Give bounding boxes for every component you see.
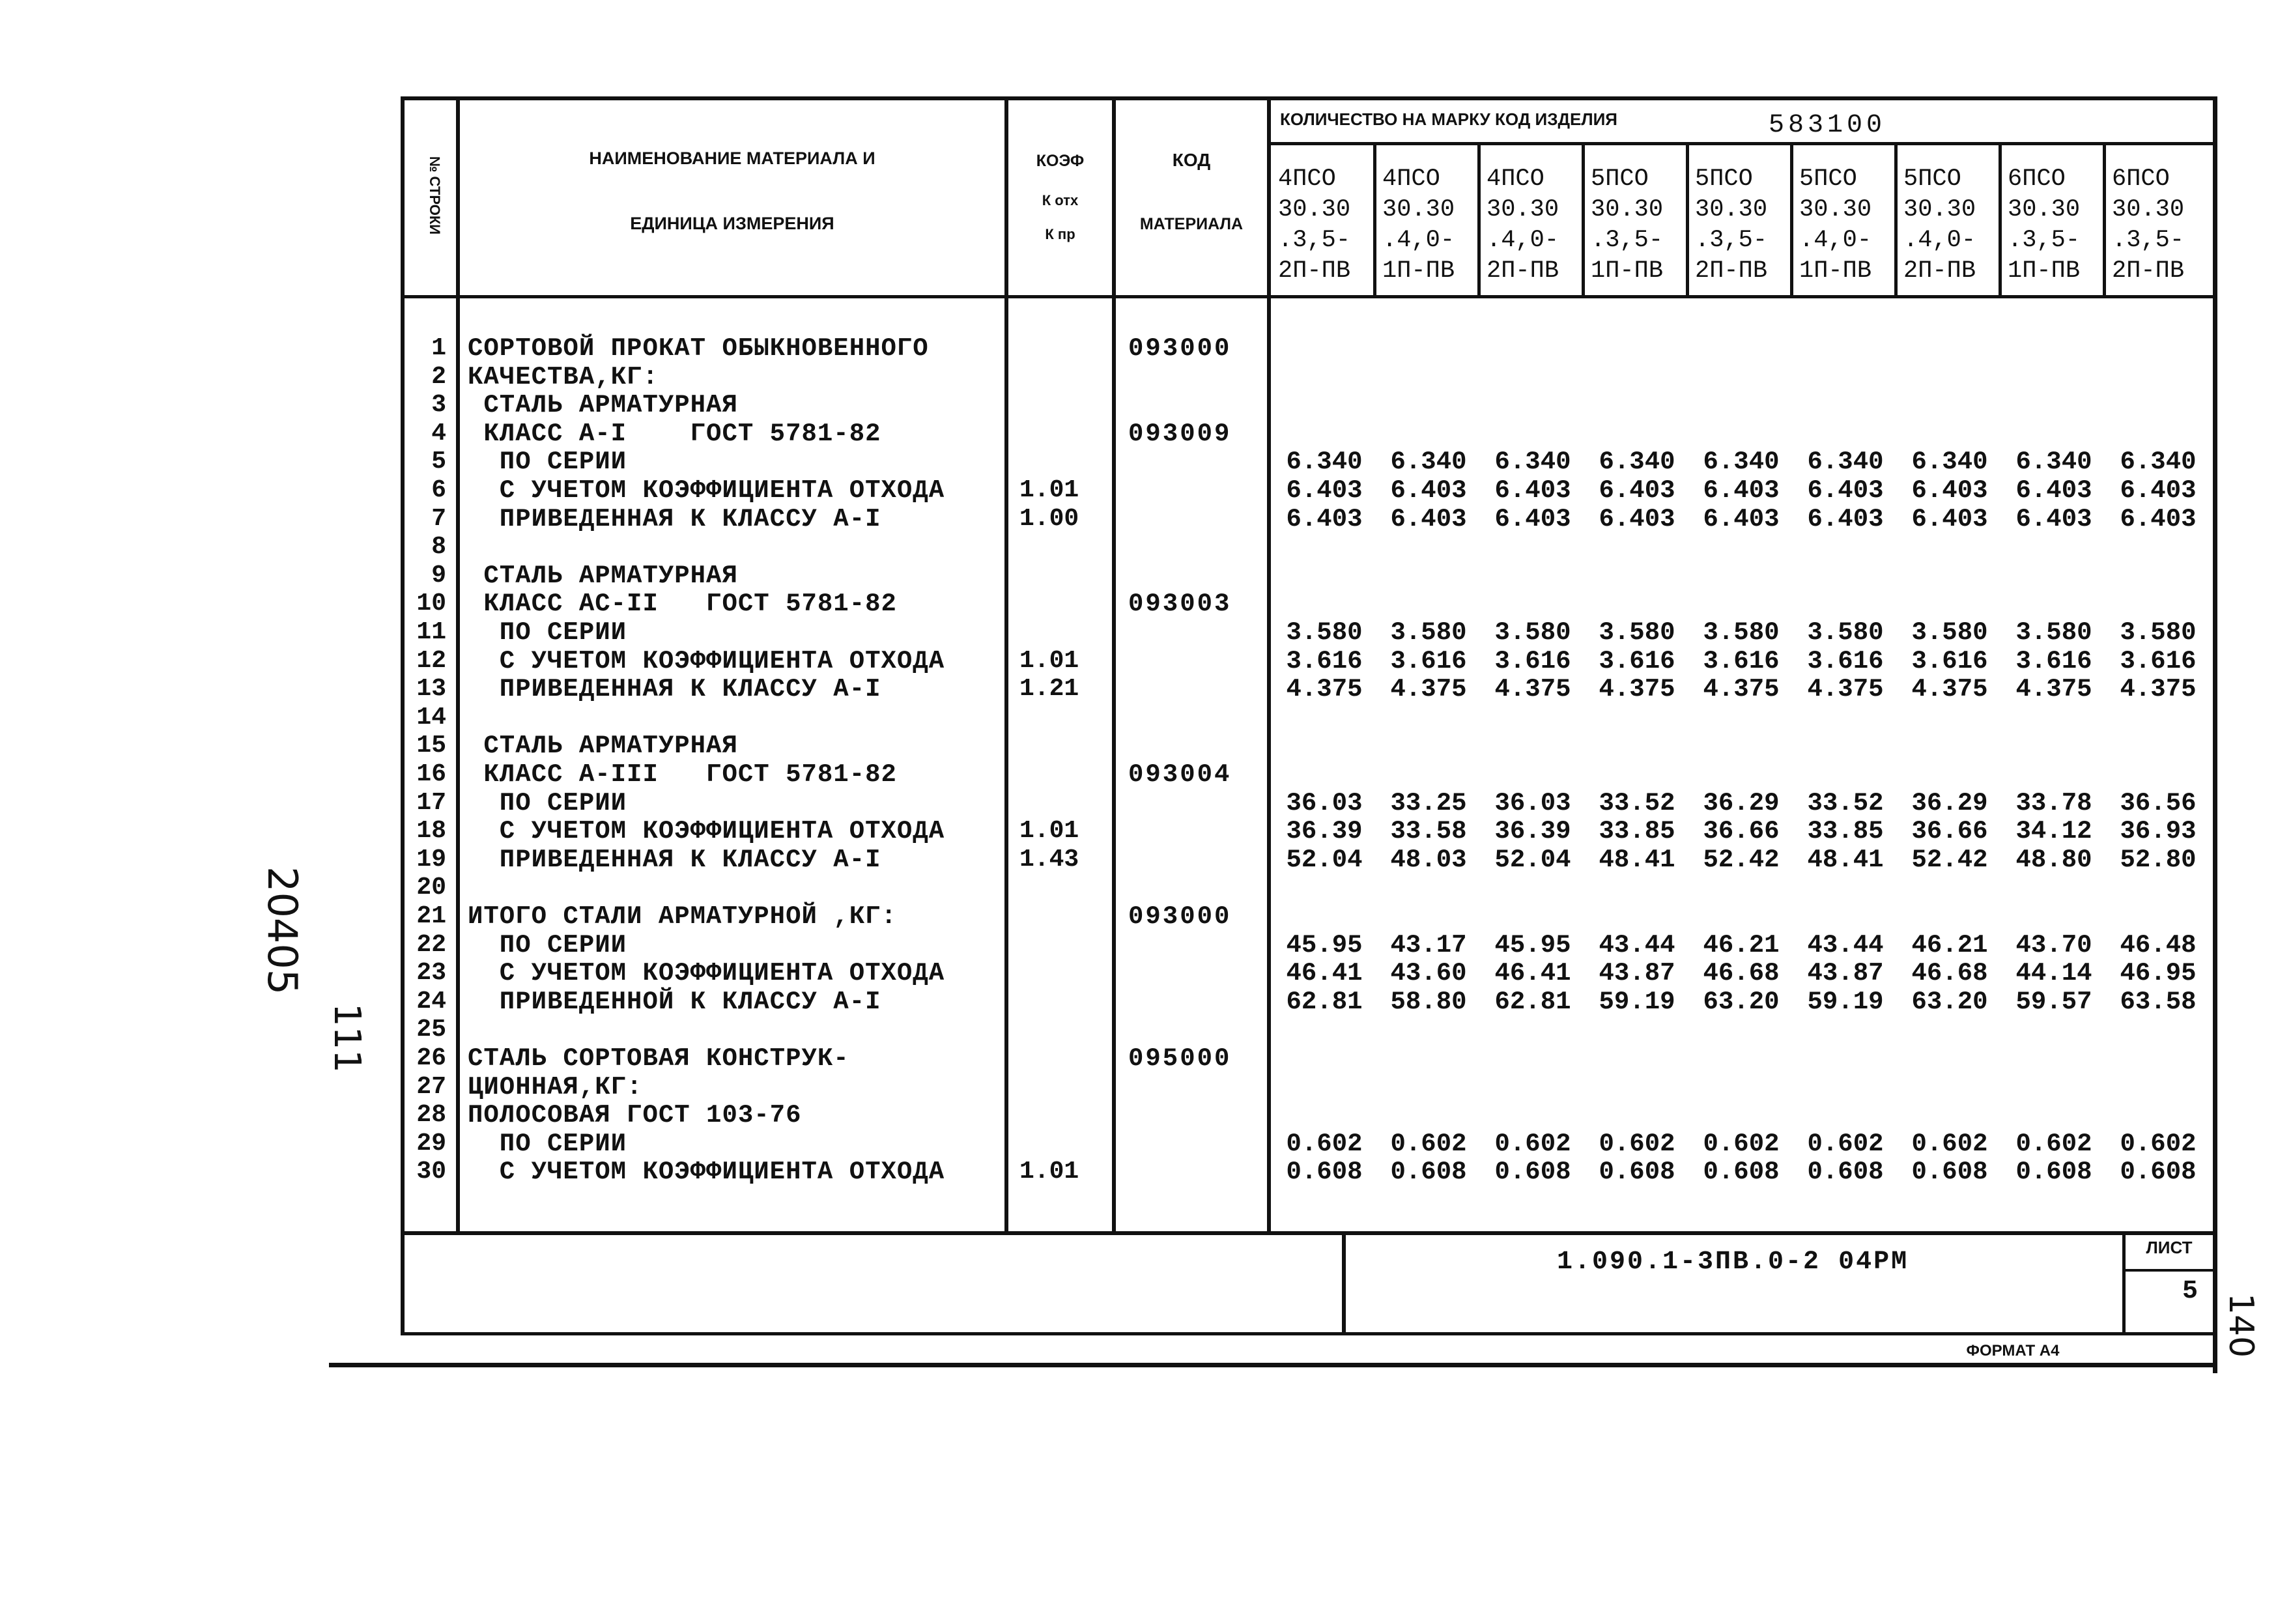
row-value: 0.608 [1390,1158,1467,1186]
column-header: 4ПСО 30.30 .4,0- 1П-ПВ [1382,165,1455,285]
row-value: 3.580 [1390,618,1467,647]
page-mark: 140 [2221,1293,2260,1358]
row-value: 4.375 [1494,675,1571,704]
row-value: 0.602 [1703,1130,1780,1158]
row-value: 3.616 [1807,647,1884,676]
row-name: ПРИВЕДЕННОЙ К КЛАССУ А-I [468,988,881,1016]
row-value: 52.80 [2120,846,2197,874]
row-number: 26 [416,1044,446,1072]
row-number: 13 [416,675,446,703]
row-value: 0.608 [1807,1158,1884,1186]
row-value: 33.52 [1807,789,1884,818]
row-name: КЛАСС А-I ГОСТ 5781-82 [468,420,881,448]
row-value: 0.602 [1911,1130,1988,1158]
sep-coef [1112,96,1116,1233]
row-value: 36.66 [1911,817,1988,846]
row-value: 44.14 [2015,959,2092,988]
row-value: 3.580 [2015,618,2092,647]
row-name: СТАЛЬ АРМАТУРНАЯ [468,732,738,760]
body-bottom-line [403,1231,2215,1235]
row-number: 7 [431,505,446,533]
row-value: 6.340 [1807,448,1884,476]
row-value: 3.580 [1494,618,1571,647]
row-material-code: 093000 [1128,334,1232,363]
row-value: 3.580 [1599,618,1675,647]
row-value: 6.340 [1599,448,1675,476]
row-value: 6.403 [1286,505,1363,534]
row-value: 46.41 [1494,959,1571,988]
row-value: 3.580 [1807,618,1884,647]
row-material-code: 093003 [1128,590,1232,618]
row-material-code: 093004 [1128,760,1232,789]
row-value: 6.340 [2120,448,2197,476]
row-value: 6.403 [1807,476,1884,505]
row-coefficient: 1.21 [1019,675,1079,703]
row-coefficient: 1.01 [1019,647,1079,675]
row-number: 27 [416,1073,446,1101]
row-coefficient: 1.01 [1019,817,1079,845]
row-name: ЦИОННАЯ,КГ: [468,1073,643,1102]
row-name: С УЧЕТОМ КОЭФФИЦИЕНТА ОТХОДА [468,647,945,676]
sheet-box-mid [2122,1269,2215,1272]
quantity-header: КОЛИЧЕСТВО НА МАРКУ КОД ИЗДЕЛИЯ [1280,109,1617,129]
row-value: 3.616 [1494,647,1571,676]
quantity-header-line [1269,142,2215,145]
row-value: 4.375 [1286,675,1363,704]
row-value: 6.403 [1390,505,1467,534]
row-value: 3.616 [2015,647,2092,676]
row-value: 48.03 [1390,846,1467,874]
column-header: 6ПСО 30.30 .3,5- 1П-ПВ [2008,165,2081,285]
row-number: 24 [416,988,446,1016]
row-value: 0.602 [1494,1130,1571,1158]
row-value: 59.57 [2015,988,2092,1016]
frame-right [2213,96,2217,1373]
row-number: 10 [416,590,446,618]
row-value: 6.403 [2120,505,2197,534]
row-value: 3.616 [1911,647,1988,676]
row-value: 6.340 [1703,448,1780,476]
row-value: 6.403 [1286,476,1363,505]
row-name: ПО СЕРИИ [468,1130,627,1158]
row-coefficient: 1.01 [1019,476,1079,504]
row-value: 34.12 [2015,817,2092,846]
row-value: 52.42 [1911,846,1988,874]
row-value: 43.17 [1390,931,1467,960]
row-value: 0.602 [1286,1130,1363,1158]
row-value: 36.39 [1494,817,1571,846]
row-number: 23 [416,959,446,987]
row-value: 36.03 [1286,789,1363,818]
row-coefficient: 1.00 [1019,505,1079,533]
row-number: 12 [416,647,446,675]
row-value: 46.68 [1703,959,1780,988]
row-name: ИТОГО СТАЛИ АРМАТУРНОЙ ,КГ: [468,902,897,931]
row-value: 0.602 [1390,1130,1467,1158]
margin-mark: 111 [326,1003,368,1073]
row-number: 28 [416,1101,446,1129]
row-value: 0.602 [2015,1130,2092,1158]
row-value: 63.58 [2120,988,2197,1016]
row-number: 20 [416,874,446,902]
row-value: 4.375 [1807,675,1884,704]
frame-bottom [401,1332,2217,1335]
row-coefficient: 1.43 [1019,846,1079,874]
row-number: 3 [431,391,446,419]
coef-header-line2: К отх [1042,192,1079,208]
row-value: 33.52 [1599,789,1675,818]
row-value: 46.48 [2120,931,2197,960]
row-name: С УЧЕТОМ КОЭФФИЦИЕНТА ОТХОДА [468,959,945,988]
row-value: 33.58 [1390,817,1467,846]
row-name: ПОЛОСОВАЯ ГОСТ 103-76 [468,1101,802,1130]
row-value: 58.80 [1390,988,1467,1016]
row-value: 0.602 [1599,1130,1675,1158]
row-value: 6.340 [1286,448,1363,476]
row-name: С УЧЕТОМ КОЭФФИЦИЕНТА ОТХОДА [468,817,945,846]
row-value: 33.78 [2015,789,2092,818]
row-value: 33.85 [1599,817,1675,846]
row-number: 21 [416,902,446,930]
row-number-header: № СТРОКИ [427,156,443,235]
row-value: 45.95 [1494,931,1571,960]
row-value: 3.580 [1286,618,1363,647]
row-value: 0.608 [1911,1158,1988,1186]
row-value: 6.340 [1494,448,1571,476]
row-value: 4.375 [1703,675,1780,704]
row-number: 1 [431,334,446,362]
row-value: 33.85 [1807,817,1884,846]
row-value: 52.04 [1494,846,1571,874]
row-value: 4.375 [1911,675,1988,704]
row-value: 6.403 [2015,476,2092,505]
row-value: 62.81 [1494,988,1571,1016]
row-value: 36.03 [1494,789,1571,818]
sheet-number: 5 [2182,1277,2199,1306]
row-value: 0.602 [2120,1130,2197,1158]
row-value: 62.81 [1286,988,1363,1016]
row-name: СТАЛЬ АРМАТУРНАЯ [468,391,738,420]
row-value: 46.68 [1911,959,1988,988]
row-name: ПО СЕРИИ [468,931,627,960]
row-name: СТАЛЬ АРМАТУРНАЯ [468,562,738,590]
sep-rownum [456,96,460,1233]
row-value: 3.616 [1599,647,1675,676]
row-value: 3.616 [2120,647,2197,676]
row-value: 43.44 [1599,931,1675,960]
row-number: 15 [416,732,446,760]
row-value: 6.403 [2120,476,2197,505]
row-name: ПО СЕРИИ [468,618,627,647]
sep-name [1004,96,1008,1233]
coef-header-line3: К пр [1045,226,1075,242]
row-name: ПО СЕРИИ [468,448,627,476]
row-value: 0.602 [1807,1130,1884,1158]
format-label: ФОРМАТ А4 [1966,1342,2060,1360]
row-name: С УЧЕТОМ КОЭФФИЦИЕНТА ОТХОДА [468,1158,945,1186]
row-material-code: 095000 [1128,1044,1232,1073]
row-number: 29 [416,1130,446,1158]
row-value: 52.04 [1286,846,1363,874]
title-block-divider [1342,1231,1346,1334]
row-value: 0.608 [1494,1158,1571,1186]
product-code: 583100 [1769,111,1886,140]
row-value: 59.19 [1807,988,1884,1016]
column-header: 5ПСО 30.30 .3,5- 2П-ПВ [1695,165,1768,285]
row-number: 11 [416,618,446,646]
row-number: 2 [431,363,446,391]
row-name: КАЧЕСТВА,КГ: [468,363,659,392]
row-value: 46.21 [1703,931,1780,960]
row-value: 63.20 [1703,988,1780,1016]
row-value: 59.19 [1599,988,1675,1016]
row-value: 3.616 [1390,647,1467,676]
row-value: 0.608 [2015,1158,2092,1186]
row-value: 6.403 [1599,476,1675,505]
row-value: 0.608 [1286,1158,1363,1186]
inventory-number: 20405 [259,866,306,995]
row-number: 19 [416,846,446,874]
code-header-line1: КОД [1172,150,1211,170]
row-value: 43.87 [1599,959,1675,988]
row-name: ПО СЕРИИ [468,789,627,818]
row-value: 6.403 [1911,476,1988,505]
row-name: ПРИВЕДЕННАЯ К КЛАССУ А-I [468,846,881,874]
row-value: 48.80 [2015,846,2092,874]
frame-top [403,96,2215,100]
coef-header-line1: КОЭФ [1036,152,1085,170]
row-value: 36.39 [1286,817,1363,846]
row-value: 6.403 [1494,476,1571,505]
row-number: 18 [416,817,446,845]
row-value: 33.25 [1390,789,1467,818]
row-value: 46.21 [1911,931,1988,960]
row-value: 4.375 [1599,675,1675,704]
sheet-label: ЛИСТ [2146,1238,2193,1257]
row-value: 46.95 [2120,959,2197,988]
row-value: 36.66 [1703,817,1780,846]
row-value: 4.375 [2120,675,2197,704]
row-name: СОРТОВОЙ ПРОКАТ ОБЫКНОВЕННОГО [468,334,929,363]
row-value: 45.95 [1286,931,1363,960]
row-number: 16 [416,760,446,788]
row-value: 36.93 [2120,817,2197,846]
row-material-code: 093000 [1128,902,1232,931]
row-number: 17 [416,789,446,817]
row-value: 6.403 [1703,476,1780,505]
row-number: 30 [416,1158,446,1186]
row-value: 3.616 [1703,647,1780,676]
row-value: 3.580 [1911,618,1988,647]
row-name: КЛАСС А-III ГОСТ 5781-82 [468,760,897,789]
row-name: СТАЛЬ СОРТОВАЯ КОНСТРУК- [468,1044,849,1073]
row-value: 3.580 [2120,618,2197,647]
row-number: 14 [416,704,446,732]
row-number: 4 [431,420,446,448]
row-value: 52.42 [1703,846,1780,874]
row-number: 22 [416,931,446,959]
row-value: 6.340 [1390,448,1467,476]
row-value: 6.340 [2015,448,2092,476]
row-name: С УЧЕТОМ КОЭФФИЦИЕНТА ОТХОДА [468,476,945,505]
row-value: 6.403 [1703,505,1780,534]
row-value: 36.29 [1703,789,1780,818]
row-name: КЛАСС АС-II ГОСТ 5781-82 [468,590,897,618]
row-name: ПРИВЕДЕННАЯ К КЛАССУ А-I [468,505,881,534]
row-value: 6.340 [1911,448,1988,476]
row-value: 0.608 [1599,1158,1675,1186]
row-value: 36.56 [2120,789,2197,818]
column-header: 5ПСО 30.30 .4,0- 1П-ПВ [1799,165,1872,285]
row-value: 6.403 [1807,505,1884,534]
row-value: 4.375 [2015,675,2092,704]
column-header: 5ПСО 30.30 .4,0- 2П-ПВ [1903,165,1976,285]
page-baseline [329,1363,2217,1367]
row-value: 4.375 [1390,675,1467,704]
row-value: 6.403 [2015,505,2092,534]
name-header-line2: ЕДИНИЦА ИЗМЕРЕНИЯ [630,214,834,233]
row-number: 9 [431,562,446,590]
column-header: 4ПСО 30.30 .4,0- 2П-ПВ [1487,165,1559,285]
row-number: 5 [431,448,446,476]
row-value: 3.580 [1703,618,1780,647]
row-value: 0.608 [2120,1158,2197,1186]
column-header: 6ПСО 30.30 .3,5- 2П-ПВ [2112,165,2185,285]
name-header-line1: НАИМЕНОВАНИЕ МАТЕРИАЛА И [589,149,875,168]
row-value: 48.41 [1807,846,1884,874]
row-value: 43.70 [2015,931,2092,960]
column-header: 5ПСО 30.30 .3,5- 1П-ПВ [1591,165,1664,285]
row-coefficient: 1.01 [1019,1158,1079,1186]
row-value: 48.41 [1599,846,1675,874]
row-material-code: 093009 [1128,420,1232,448]
code-header-line2: МАТЕРИАЛА [1139,215,1244,233]
row-value: 43.87 [1807,959,1884,988]
row-value: 63.20 [1911,988,1988,1016]
row-value: 36.29 [1911,789,1988,818]
row-value: 6.403 [1599,505,1675,534]
row-number: 8 [431,533,446,561]
row-value: 6.403 [1911,505,1988,534]
row-number: 25 [416,1016,446,1044]
row-value: 43.44 [1807,931,1884,960]
row-value: 3.616 [1286,647,1363,676]
row-value: 0.608 [1703,1158,1780,1186]
row-value: 6.403 [1494,505,1571,534]
row-value: 46.41 [1286,959,1363,988]
row-number: 6 [431,476,446,504]
row-value: 43.60 [1390,959,1467,988]
column-header: 4ПСО 30.30 .3,5- 2П-ПВ [1278,165,1351,285]
row-name: ПРИВЕДЕННАЯ К КЛАССУ А-I [468,675,881,704]
document-code: 1.090.1-3ПВ.0-2 04РМ [1557,1247,1909,1277]
row-value: 6.403 [1390,476,1467,505]
